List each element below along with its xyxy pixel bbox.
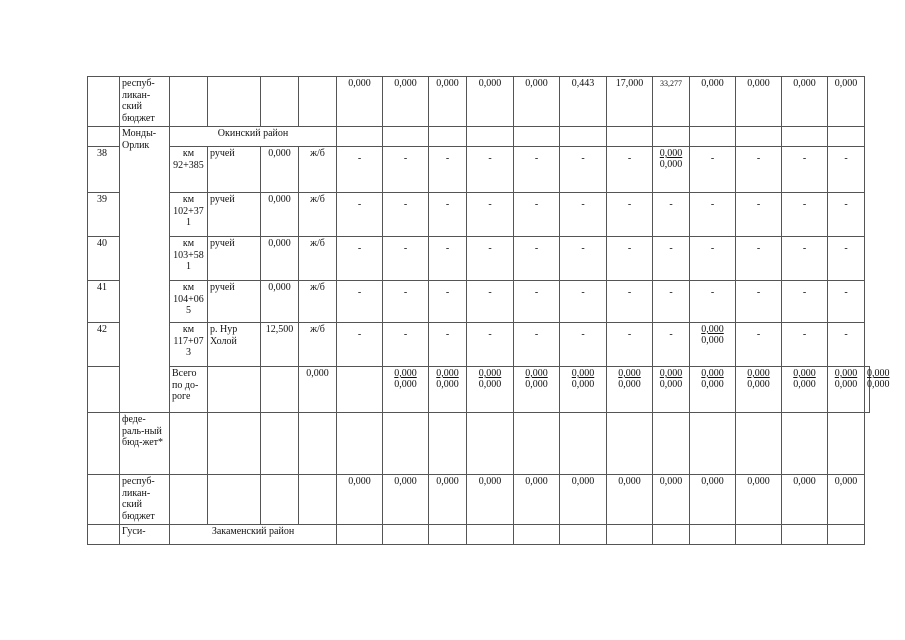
item-row-41 bbox=[88, 281, 870, 323]
dash-cell: - bbox=[429, 323, 467, 367]
dash-cell: - bbox=[607, 193, 653, 237]
dash-cell: - bbox=[607, 237, 653, 281]
value-cell: 0,000 bbox=[337, 77, 383, 127]
row-district-zakamensky bbox=[88, 525, 870, 545]
row-district-okinsky bbox=[88, 127, 870, 147]
dash-cell: - bbox=[828, 323, 865, 367]
dash-cell: - bbox=[337, 323, 383, 367]
fraction-value: $\frac{0,000}{0,000}$ bbox=[478, 368, 502, 390]
dash-cell: - bbox=[560, 147, 607, 193]
crossing-type: ручей bbox=[208, 281, 261, 323]
value-cell: 0,000 bbox=[429, 475, 467, 525]
item-number: 42 bbox=[88, 323, 120, 367]
table-cell bbox=[828, 127, 865, 147]
table-cell bbox=[337, 367, 383, 413]
fraction-value: $\frac{0,000}{0,000}$ bbox=[618, 368, 641, 390]
table-cell bbox=[170, 413, 208, 475]
dash-cell: - bbox=[337, 193, 383, 237]
value-cell: 0,000 bbox=[782, 77, 828, 127]
km-position: км 104+065 bbox=[170, 281, 208, 323]
value-cell: 0,000 bbox=[514, 475, 560, 525]
road-name: Монды-Орлик bbox=[120, 127, 170, 413]
item-row-39 bbox=[88, 193, 870, 237]
dash-cell: - bbox=[690, 281, 736, 323]
km-position: км 117+073 bbox=[170, 323, 208, 367]
dash-cell: - bbox=[514, 193, 560, 237]
table-cell bbox=[88, 475, 120, 525]
dash-cell: - bbox=[560, 237, 607, 281]
material-type: ж/б bbox=[299, 281, 337, 323]
material-type: ж/б bbox=[299, 323, 337, 367]
dash-cell: - bbox=[429, 237, 467, 281]
item-row-42 bbox=[88, 323, 870, 367]
dash-cell: - bbox=[514, 281, 560, 323]
fraction-value: $\frac{0,000}{0,000}$ bbox=[659, 368, 683, 390]
value-cell: 0,000 bbox=[653, 475, 690, 525]
table-body bbox=[88, 77, 890, 545]
item-number: 38 bbox=[88, 147, 120, 193]
table-cell bbox=[208, 367, 261, 413]
item-number: 41 bbox=[88, 281, 120, 323]
table-cell bbox=[690, 525, 736, 545]
dash-cell: - bbox=[736, 147, 782, 193]
table-cell bbox=[261, 367, 299, 413]
table-cell bbox=[467, 413, 514, 475]
fraction-cell bbox=[782, 367, 828, 413]
fraction-cell bbox=[514, 367, 560, 413]
crossing-type: ручей bbox=[208, 237, 261, 281]
value-cell: 0,000 bbox=[560, 475, 607, 525]
value-cell: 0,000 bbox=[514, 77, 560, 127]
row-republican-budget bbox=[88, 475, 870, 525]
km-position: км 103+581 bbox=[170, 237, 208, 281]
dash-cell: - bbox=[736, 281, 782, 323]
table-cell bbox=[88, 77, 120, 127]
value-cell: 17,000 bbox=[607, 77, 653, 127]
table-cell bbox=[514, 127, 560, 147]
fraction-value: $\frac{0,000}{0,000}$ bbox=[394, 368, 417, 390]
table-cell bbox=[782, 525, 828, 545]
document-page bbox=[87, 76, 890, 545]
dash-cell: - bbox=[653, 281, 690, 323]
fraction-cell bbox=[607, 367, 653, 413]
dash-cell: - bbox=[736, 323, 782, 367]
table-cell bbox=[383, 127, 429, 147]
km-position: км 92+385 bbox=[170, 147, 208, 193]
fraction-value: $\frac{0,000}{0,000}$ bbox=[571, 368, 595, 390]
table-cell bbox=[88, 127, 120, 147]
fraction-cell bbox=[560, 367, 607, 413]
dash-cell: - bbox=[560, 323, 607, 367]
dash-cell: - bbox=[514, 323, 560, 367]
fraction-cell bbox=[467, 367, 514, 413]
row-label: респуб-ликан-ский бюджет bbox=[120, 77, 170, 127]
value-cell: 0,000 bbox=[690, 77, 736, 127]
fraction-value: $\frac{0,000}{0,000}$ bbox=[747, 368, 770, 390]
table-cell bbox=[828, 413, 865, 475]
table-cell bbox=[88, 413, 120, 475]
table-cell bbox=[208, 77, 261, 127]
value-cell: 0,000 bbox=[607, 475, 653, 525]
table-cell bbox=[467, 525, 514, 545]
dash-cell: - bbox=[607, 281, 653, 323]
fraction-value: $\frac{0,000}{0,000}$ bbox=[793, 368, 816, 390]
row-label: феде-раль-ный бюд-жет* bbox=[120, 413, 170, 475]
dash-cell: - bbox=[337, 147, 383, 193]
table-cell bbox=[467, 127, 514, 147]
dash-cell: - bbox=[607, 147, 653, 193]
dash-cell: - bbox=[383, 323, 429, 367]
fraction-cell bbox=[653, 367, 690, 413]
table-cell bbox=[170, 475, 208, 525]
table-cell bbox=[607, 127, 653, 147]
fraction-value: $\frac{0,000}{0,000}$ bbox=[834, 368, 858, 390]
dash-cell: - bbox=[782, 147, 828, 193]
total-label: Всего по до-роге bbox=[170, 367, 208, 413]
dash-cell: - bbox=[828, 193, 865, 237]
dash-cell: - bbox=[607, 323, 653, 367]
table-cell bbox=[560, 525, 607, 545]
value-cell: 0,000 bbox=[383, 77, 429, 127]
budget-table bbox=[87, 76, 890, 545]
crossing-type: ручей bbox=[208, 193, 261, 237]
table-cell bbox=[782, 127, 828, 147]
fraction-value: $\frac{0,000}{0,000}$ bbox=[701, 368, 724, 390]
dash-cell: - bbox=[337, 237, 383, 281]
dash-cell: - bbox=[337, 281, 383, 323]
fraction-cell bbox=[865, 367, 890, 413]
material-type: ж/б bbox=[299, 237, 337, 281]
material-type: ж/б bbox=[299, 193, 337, 237]
table-cell bbox=[782, 413, 828, 475]
table-cell bbox=[429, 525, 467, 545]
district-name: Окинский район bbox=[170, 127, 337, 147]
item-number: 39 bbox=[88, 193, 120, 237]
table-cell bbox=[170, 77, 208, 127]
table-cell bbox=[653, 413, 690, 475]
material-type: ж/б bbox=[299, 147, 337, 193]
fraction-value: $\frac{0,000}{0,000}$ bbox=[436, 368, 459, 390]
table-cell bbox=[514, 525, 560, 545]
table-cell bbox=[88, 525, 120, 545]
row-republican-budget-top bbox=[88, 77, 870, 127]
row-total bbox=[88, 367, 870, 413]
dash-cell: - bbox=[429, 281, 467, 323]
dash-cell: - bbox=[383, 147, 429, 193]
dash-cell: - bbox=[690, 147, 736, 193]
dash-cell: - bbox=[736, 193, 782, 237]
table-cell bbox=[690, 127, 736, 147]
item-number: 40 bbox=[88, 237, 120, 281]
value-cell: 0,443 bbox=[560, 77, 607, 127]
dash-cell: - bbox=[560, 193, 607, 237]
table-cell bbox=[690, 413, 736, 475]
table-cell bbox=[607, 413, 653, 475]
table-cell bbox=[514, 413, 560, 475]
crossing-type: ручей bbox=[208, 147, 261, 193]
length-value: 0,000 bbox=[261, 237, 299, 281]
value-cell: 0,000 bbox=[736, 475, 782, 525]
dash-cell: - bbox=[782, 193, 828, 237]
item-row-38 bbox=[88, 147, 870, 193]
table-cell bbox=[560, 413, 607, 475]
table-cell bbox=[261, 475, 299, 525]
dash-cell: - bbox=[467, 193, 514, 237]
table-cell bbox=[560, 127, 607, 147]
road-name: Гуси- bbox=[120, 525, 170, 545]
dash-cell: - bbox=[653, 323, 690, 367]
value-cell: 33,277 bbox=[653, 77, 690, 127]
value-cell: 0,000 bbox=[383, 475, 429, 525]
fraction-cell bbox=[690, 367, 736, 413]
fraction-value: $\frac{0,000}{0,000}$ bbox=[701, 324, 724, 346]
table-cell bbox=[337, 525, 383, 545]
table-cell bbox=[337, 127, 383, 147]
dash-cell: - bbox=[782, 237, 828, 281]
value-cell: 0,000 bbox=[337, 475, 383, 525]
dash-cell: - bbox=[383, 193, 429, 237]
table-cell bbox=[607, 525, 653, 545]
crossing-type: р. Нур Холой bbox=[208, 323, 261, 367]
district-name: Закаменский район bbox=[170, 525, 337, 545]
dash-cell: - bbox=[429, 147, 467, 193]
dash-cell: - bbox=[383, 281, 429, 323]
fraction-cell bbox=[383, 367, 429, 413]
table-cell bbox=[429, 127, 467, 147]
dash-cell: - bbox=[653, 193, 690, 237]
value-cell: 0,000 bbox=[828, 77, 865, 127]
value-cell: 0,000 bbox=[467, 475, 514, 525]
value-cell: 0,000 bbox=[828, 475, 865, 525]
length-value: 0,000 bbox=[261, 193, 299, 237]
dash-cell: - bbox=[467, 147, 514, 193]
table-cell bbox=[208, 475, 261, 525]
table-cell bbox=[261, 413, 299, 475]
table-cell bbox=[299, 413, 337, 475]
table-cell bbox=[736, 525, 782, 545]
table-cell bbox=[299, 77, 337, 127]
dash-cell: - bbox=[429, 193, 467, 237]
table-cell bbox=[261, 77, 299, 127]
fraction-cell bbox=[429, 367, 467, 413]
length-value: 0,000 bbox=[261, 147, 299, 193]
dash-cell: - bbox=[690, 193, 736, 237]
table-cell bbox=[208, 413, 261, 475]
table-cell bbox=[337, 413, 383, 475]
fraction-cell bbox=[736, 367, 782, 413]
length-value: 0,000 bbox=[261, 281, 299, 323]
value-cell: 0,000 bbox=[429, 77, 467, 127]
fraction-value: $\frac{0,000}{0,000}$ bbox=[867, 368, 890, 390]
length-value: 12,500 bbox=[261, 323, 299, 367]
fraction-value: $\frac{0,000}{0,000}$ bbox=[659, 148, 683, 170]
value-cell: 0,000 bbox=[467, 77, 514, 127]
dash-cell: - bbox=[690, 237, 736, 281]
dash-cell: - bbox=[653, 237, 690, 281]
fraction-cell bbox=[828, 367, 865, 413]
row-federal-budget bbox=[88, 413, 870, 475]
table-cell bbox=[383, 525, 429, 545]
dash-cell: - bbox=[560, 281, 607, 323]
table-cell bbox=[429, 413, 467, 475]
value-cell: 0,000 bbox=[782, 475, 828, 525]
table-cell bbox=[736, 413, 782, 475]
dash-cell: - bbox=[782, 323, 828, 367]
fraction-cell bbox=[690, 323, 736, 367]
table-cell bbox=[383, 413, 429, 475]
dash-cell: - bbox=[383, 237, 429, 281]
table-cell bbox=[828, 525, 865, 545]
fraction-value: $\frac{0,000}{0,000}$ bbox=[525, 368, 548, 390]
dash-cell: - bbox=[828, 147, 865, 193]
item-row-40 bbox=[88, 237, 870, 281]
dash-cell: - bbox=[514, 147, 560, 193]
table-cell bbox=[299, 475, 337, 525]
dash-cell: - bbox=[467, 281, 514, 323]
dash-cell: - bbox=[467, 323, 514, 367]
dash-cell: - bbox=[467, 237, 514, 281]
table-cell bbox=[736, 127, 782, 147]
dash-cell: - bbox=[782, 281, 828, 323]
dash-cell: - bbox=[736, 237, 782, 281]
table-cell bbox=[88, 367, 120, 413]
row-label: респуб-ликан-ский бюджет bbox=[120, 475, 170, 525]
value-cell: 0,000 bbox=[736, 77, 782, 127]
dash-cell: - bbox=[828, 237, 865, 281]
fraction-cell bbox=[653, 147, 690, 193]
table-cell bbox=[653, 127, 690, 147]
value-cell: 0,000 bbox=[690, 475, 736, 525]
total-length: 0,000 bbox=[299, 367, 337, 413]
dash-cell: - bbox=[514, 237, 560, 281]
km-position: км 102+371 bbox=[170, 193, 208, 237]
dash-cell: - bbox=[828, 281, 865, 323]
table-cell bbox=[653, 525, 690, 545]
